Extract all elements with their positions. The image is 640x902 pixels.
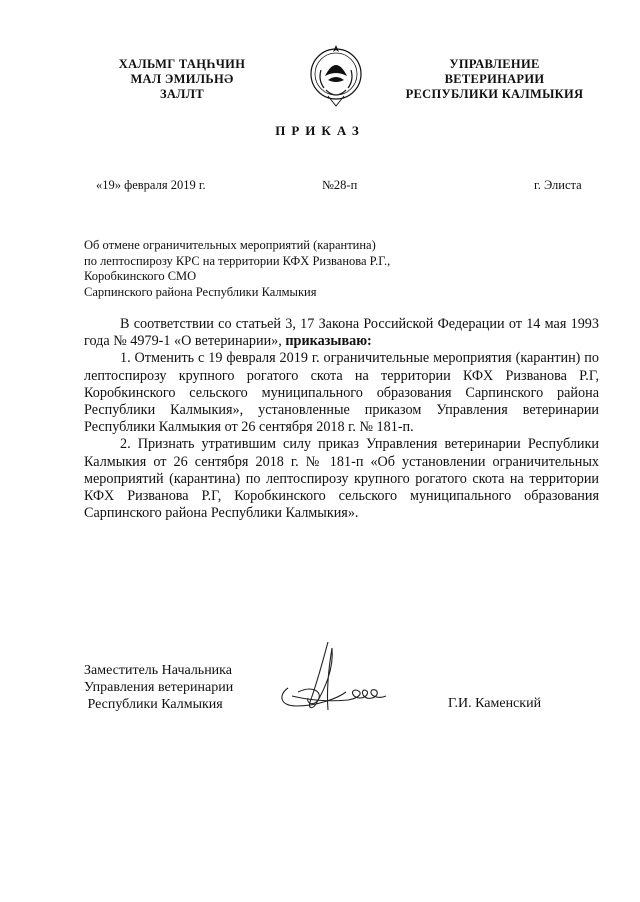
order-title: ПРИКАЗ: [275, 123, 365, 138]
preamble-emphasis: приказываю:: [285, 333, 372, 350]
header-left-line: ХАЛЬМГ ТАҢҺЧИН: [118, 57, 246, 71]
order-body: [84, 316, 599, 522]
header-right-line: УПРАВЛЕНИЕ: [449, 57, 540, 71]
header-left-line: ЗАЛЛТ: [159, 87, 205, 101]
header-left-line: МАЛ ЭМИЛЬНӘ: [130, 72, 234, 86]
kalmykia-emblem-icon: [306, 40, 366, 112]
header-left-block: [92, 57, 272, 102]
handwritten-signature-icon: [268, 640, 398, 725]
signer-position: [84, 662, 233, 713]
order-subject: [84, 238, 444, 300]
subject-line: Коробкинского СМО: [84, 269, 197, 283]
signer-position-line: Управления ветеринарии: [84, 680, 234, 695]
signer-name: Г.И. Каменский: [448, 696, 542, 711]
order-item-2: 2. Признать утратившим силу приказ Управления ветеринарии Республики Калмыкия от 26 сентября 2018 г. № 181-п «Об установлении ограничительных мероприятий (карантина) по лептоспирозу крупного рогатого скота на территории КФХ Ризванова Р.Г, Коробкинского сельского муниципального образования Сарпинского района Республики Калмыкия».: [84, 436, 599, 522]
subject-line: Сарпинского района Республики Калмыкия: [84, 284, 317, 299]
order-city: г. Элиста: [534, 178, 582, 192]
subject-line: по лептоспирозу КРС на территории КФХ Ризванова Р.Г.,: [84, 253, 391, 268]
signer-position-line: Республики Калмыкия: [84, 697, 223, 712]
header-right-block: [392, 57, 597, 102]
subject-line: Об отмене ограничительных мероприятий (карантина): [84, 238, 376, 252]
header-right-line: РЕСПУБЛИКИ КАЛМЫКИЯ: [405, 87, 584, 101]
order-item-1: 1. Отменить с 19 февраля 2019 г. ограничительные мероприятия (карантин) по лептоспирозу крупного рогатого скота на территории КФХ Ризванова Р.Г, Коробкинского сельского муниципального образования Сарпинского района Республики Калмыкия», установленные приказом Управления ветеринарии Республики Калмыкия от 26 сентября 2018 г. № 181-п.: [84, 350, 599, 436]
preamble-paragraph: [84, 316, 599, 350]
order-number: №28-п: [322, 178, 358, 192]
order-date: «19» февраля 2019 г.: [96, 178, 206, 192]
signer-position-line: Заместитель Начальника: [84, 663, 232, 678]
header-right-line: ВЕТЕРИНАРИИ: [444, 72, 545, 86]
preamble-text: В соответствии со статьей 3, 17 Закона Российской Федерации от 14 мая 1993 года № 4979-1 «О ветеринарии»,: [84, 316, 599, 350]
